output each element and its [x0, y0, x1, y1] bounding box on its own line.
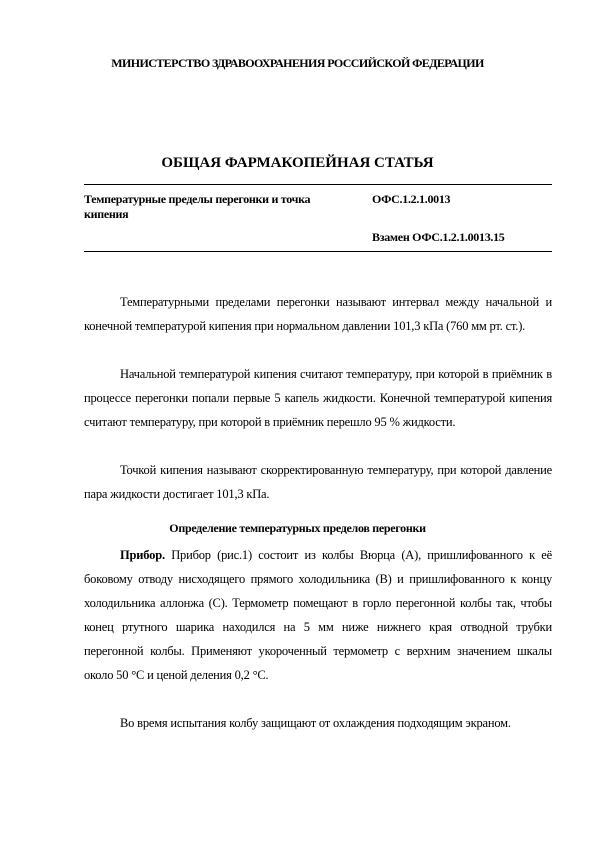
paragraph-apparatus — [84, 543, 552, 687]
header-top-rule — [84, 184, 552, 185]
paragraph-shield: Во время испытания колбу защищают от охлаждения подходящим экраном. — [120, 716, 511, 730]
article-code: ОФС.1.2.1.0013 — [372, 192, 451, 206]
article-title: Температурные пределы перегонки и точка кипения — [84, 192, 311, 221]
paragraph-initial-boiling: Начальной температурой кипения считают температуру, при которой в приёмник в процессе перегонки попали первые 5 капель жидкости. Конечной температурой кипения считают температуру, при которой в приёмник перешло 95 % жидкости. — [84, 367, 552, 429]
paragraph-definition: Температурными пределами перегонки называют интервал между начальной и конечной температурой кипения при нормальном давлении 101,3 кПа (760 мм рт. ст.). — [84, 295, 552, 333]
article-replaces: Взамен ОФС.1.2.1.0013.15 — [372, 230, 505, 244]
ministry-heading: МИНИСТЕРСТВО ЗДРАВООХРАНЕНИЯ РОССИЙСКОЙ ФЕДЕРАЦИИ — [111, 56, 484, 70]
section-heading: Определение температурных пределов перегонки — [169, 521, 426, 535]
paragraph-apparatus-lead: Прибор. — [120, 548, 165, 562]
header-bottom-rule — [84, 251, 552, 252]
paragraph-apparatus-text: Прибор (рис.1) состоит из колбы Вюрца (А), пришлифованного к её боковому отводу нисходящего прямого холодильника (В) и пришлифованного к концу холодильника аллонжа (С). Термометр помещают в горло перегонной колбы так, чтобы конец ртутного шарика находился на 5 мм ниже нижнего края отводной трубки перегонной колбы. Применяют укороченный термометр с верхним значением шкалы около 50 °С и ценой деления 0,2 °С. — [84, 548, 552, 682]
paragraph-boiling-point: Точкой кипения называют скорректированную температуру, при которой давление пара жидкости достигает 101,3 кПа. — [84, 463, 552, 501]
document-type-heading: ОБЩАЯ ФАРМАКОПЕЙНАЯ СТАТЬЯ — [161, 155, 434, 171]
